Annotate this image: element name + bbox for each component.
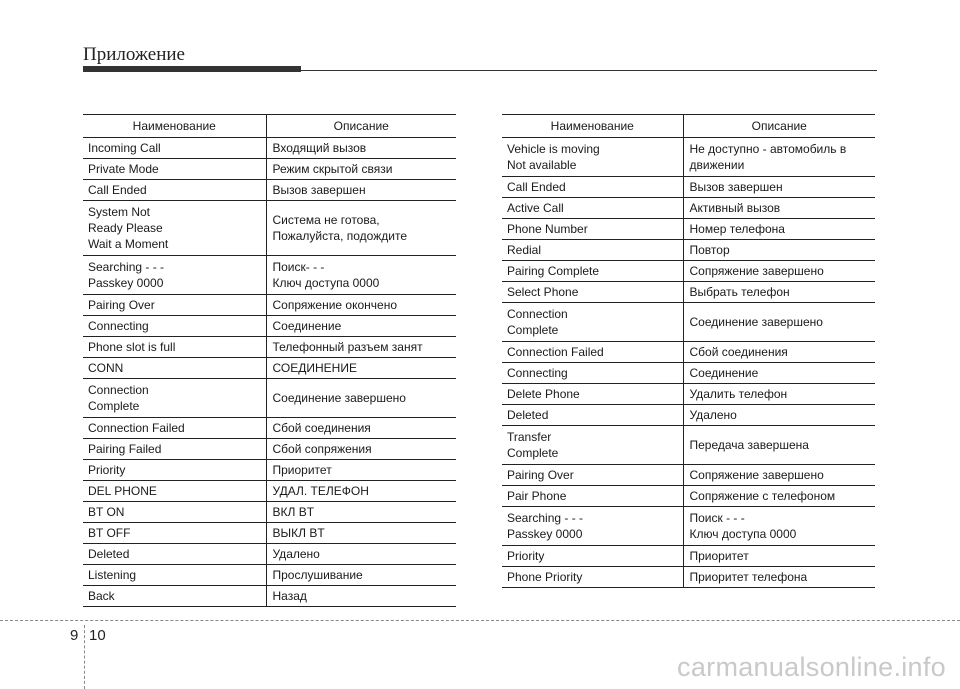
term-name-cell: Delete Phone [502, 384, 683, 405]
column-header-description: Описание [266, 115, 456, 138]
term-name-cell: Deleted [83, 544, 266, 565]
footer-rule [0, 620, 960, 621]
term-name-cell: Redial [502, 240, 683, 261]
term-description-cell: Удалить телефон [683, 384, 875, 405]
term-name-cell: Phone Priority [502, 567, 683, 588]
table-row [502, 384, 875, 405]
term-description-cell: Номер телефона [683, 219, 875, 240]
term-name-cell: Pairing Over [83, 295, 266, 316]
header-accent-bar [83, 66, 301, 72]
term-description-cell: Приоритет [683, 546, 875, 567]
term-name-cell: CONN [83, 358, 266, 379]
term-name-cell: Incoming Call [83, 138, 266, 159]
term-description-cell: Передача завершена [683, 426, 875, 465]
term-name-cell: Connection Complete [502, 303, 683, 342]
term-name-cell: Connecting [83, 316, 266, 337]
table-row [502, 282, 875, 303]
term-description-cell: УДАЛ. ТЕЛЕФОН [266, 481, 456, 502]
table-row [83, 256, 456, 295]
term-description-cell: Сопряжение с телефоном [683, 486, 875, 507]
table-row [83, 358, 456, 379]
term-description-cell: Не доступно - автомобиль в движении [683, 138, 875, 177]
term-description-cell: Режим скрытой связи [266, 159, 456, 180]
term-description-cell: Входящий вызов [266, 138, 456, 159]
term-description-cell: Сопряжение завершено [683, 465, 875, 486]
term-description-cell: ВЫКЛ BT [266, 523, 456, 544]
term-name-cell: Connection Failed [502, 342, 683, 363]
table-row [83, 523, 456, 544]
term-name-cell: Call Ended [83, 180, 266, 201]
term-description-cell: Сопряжение завершено [683, 261, 875, 282]
term-name-cell: Select Phone [502, 282, 683, 303]
term-name-cell: BT OFF [83, 523, 266, 544]
term-description-cell: Назад [266, 586, 456, 607]
term-name-cell: Listening [83, 565, 266, 586]
table-row [83, 481, 456, 502]
term-description-cell: Сбой соединения [683, 342, 875, 363]
term-description-cell: Соединение [266, 316, 456, 337]
term-name-cell: Active Call [502, 198, 683, 219]
term-description-cell: Система не готова, Пожалуйста, подождите [266, 201, 456, 256]
term-description-cell: Соединение завершено [683, 303, 875, 342]
term-description-cell: Приоритет [266, 460, 456, 481]
left-table-body [83, 138, 456, 607]
term-description-cell: Вызов завершен [683, 177, 875, 198]
term-description-cell: Удалено [683, 405, 875, 426]
table-row [502, 261, 875, 282]
section-title: Приложение [83, 44, 185, 65]
term-name-cell: DEL PHONE [83, 481, 266, 502]
right-terms-table [502, 114, 875, 588]
term-name-cell: Back [83, 586, 266, 607]
term-description-cell: Вызов завершен [266, 180, 456, 201]
term-description-cell: Поиск- - - Ключ доступа 0000 [266, 256, 456, 295]
term-description-cell: Приоритет телефона [683, 567, 875, 588]
term-name-cell: Transfer Complete [502, 426, 683, 465]
term-name-cell: Priority [502, 546, 683, 567]
column-header-description: Описание [683, 115, 875, 138]
table-header-row [83, 115, 456, 138]
table-row [502, 507, 875, 546]
table-row [83, 586, 456, 607]
term-description-cell: Поиск - - - Ключ доступа 0000 [683, 507, 875, 546]
table-row [83, 337, 456, 358]
table-row [83, 295, 456, 316]
term-name-cell: Pair Phone [502, 486, 683, 507]
table-row [502, 219, 875, 240]
column-header-name: Наименование [83, 115, 266, 138]
term-name-cell: Priority [83, 460, 266, 481]
table-row [502, 198, 875, 219]
term-description-cell: Удалено [266, 544, 456, 565]
chapter-number: 9 [70, 627, 79, 644]
table-row [502, 303, 875, 342]
term-description-cell: Прослушивание [266, 565, 456, 586]
table-row [83, 502, 456, 523]
left-terms-table [83, 114, 456, 607]
term-description-cell: СОЕДИНЕНИЕ [266, 358, 456, 379]
term-name-cell: Searching - - - Passkey 0000 [83, 256, 266, 295]
column-header-name: Наименование [502, 115, 683, 138]
term-name-cell: Pairing Over [502, 465, 683, 486]
table-row [502, 363, 875, 384]
table-row [502, 177, 875, 198]
term-name-cell: Private Mode [83, 159, 266, 180]
table-row [502, 240, 875, 261]
term-name-cell: Deleted [502, 405, 683, 426]
term-name-cell: Searching - - - Passkey 0000 [502, 507, 683, 546]
table-row [83, 180, 456, 201]
table-row [502, 546, 875, 567]
footer-divider [84, 625, 85, 689]
term-name-cell: Connection Failed [83, 418, 266, 439]
table-row [83, 201, 456, 256]
term-description-cell: Активный вызов [683, 198, 875, 219]
term-name-cell: Pairing Failed [83, 439, 266, 460]
term-name-cell: System Not Ready Please Wait a Moment [83, 201, 266, 256]
table-row [502, 138, 875, 177]
term-description-cell: Выбрать телефон [683, 282, 875, 303]
page-number: 10 [89, 627, 106, 644]
table-row [83, 565, 456, 586]
table-row [83, 159, 456, 180]
term-description-cell: Сбой соединения [266, 418, 456, 439]
table-row [502, 465, 875, 486]
term-description-cell: ВКЛ BT [266, 502, 456, 523]
right-table-body [502, 138, 875, 588]
term-name-cell: Vehicle is moving Not available [502, 138, 683, 177]
table-row [83, 544, 456, 565]
term-name-cell: Call Ended [502, 177, 683, 198]
table-row [83, 138, 456, 159]
table-row [502, 342, 875, 363]
term-description-cell: Телефонный разъем занят [266, 337, 456, 358]
term-name-cell: Connecting [502, 363, 683, 384]
term-name-cell: Phone Number [502, 219, 683, 240]
table-row [502, 405, 875, 426]
term-description-cell: Сбой сопряжения [266, 439, 456, 460]
term-description-cell: Сопряжение окончено [266, 295, 456, 316]
watermark: carmanualsonline.info [677, 652, 946, 682]
term-description-cell: Соединение [683, 363, 875, 384]
term-name-cell: BT ON [83, 502, 266, 523]
term-description-cell: Повтор [683, 240, 875, 261]
table-row [502, 567, 875, 588]
term-description-cell: Соединение завершено [266, 379, 456, 418]
table-row [83, 379, 456, 418]
table-row [83, 439, 456, 460]
term-name-cell: Connection Complete [83, 379, 266, 418]
table-row [502, 486, 875, 507]
table-row [83, 418, 456, 439]
table-row [502, 426, 875, 465]
header-rule [83, 70, 877, 71]
term-name-cell: Phone slot is full [83, 337, 266, 358]
term-name-cell: Pairing Complete [502, 261, 683, 282]
table-header-row [502, 115, 875, 138]
table-row [83, 316, 456, 337]
table-row [83, 460, 456, 481]
